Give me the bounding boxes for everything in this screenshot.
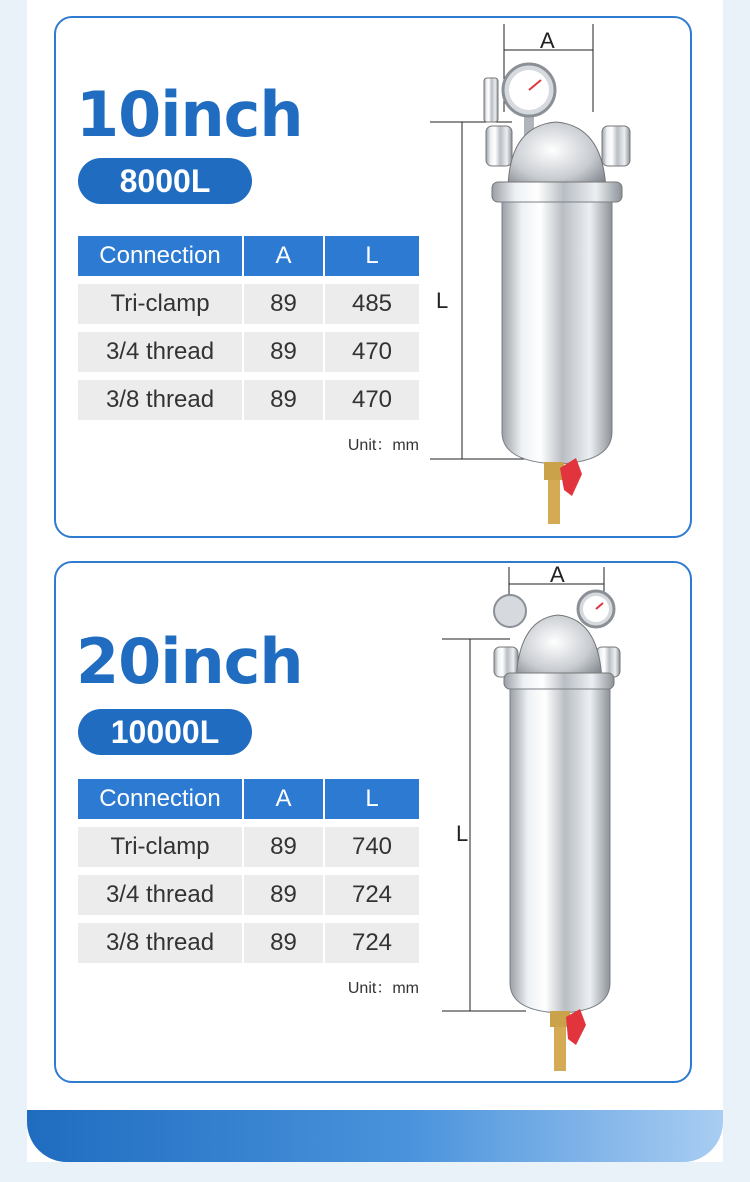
product-card-20inch xyxy=(54,561,692,1083)
table-cell: 485 xyxy=(325,284,419,324)
size-title: 20inch xyxy=(76,625,303,698)
column-header-l: L xyxy=(325,236,419,276)
filter-housing-diagram xyxy=(436,563,690,1079)
filter-housing-body xyxy=(502,202,612,464)
filter-housing-body xyxy=(510,689,610,1013)
table-cell: 724 xyxy=(325,923,419,963)
footer-gradient-bar xyxy=(27,1110,723,1162)
table-row xyxy=(78,380,419,420)
drain-valve xyxy=(548,480,560,524)
capacity-badge: 8000L xyxy=(78,158,252,204)
size-title: 10inch xyxy=(76,78,303,151)
drain-valve xyxy=(554,1027,566,1071)
table-cell: 3/4 thread xyxy=(78,332,242,372)
table-cell: 470 xyxy=(325,380,419,420)
table-row xyxy=(78,284,419,324)
column-header-connection: Connection xyxy=(78,779,242,819)
product-card-10inch xyxy=(54,16,692,538)
mounting-bracket xyxy=(484,78,498,122)
table-row xyxy=(78,923,419,963)
table-header-row xyxy=(78,236,419,276)
table-cell: 89 xyxy=(244,284,323,324)
clamp-ring xyxy=(492,182,622,202)
spec-table xyxy=(78,779,419,971)
table-cell: 89 xyxy=(244,875,323,915)
column-header-l: L xyxy=(325,779,419,819)
table-row xyxy=(78,827,419,867)
table-cell: 740 xyxy=(325,827,419,867)
filter-housing-diagram xyxy=(426,22,690,532)
table-cell: 89 xyxy=(244,827,323,867)
dimension-l-label: L xyxy=(436,288,449,313)
table-cell: Tri-clamp xyxy=(78,284,242,324)
table-cell: 89 xyxy=(244,923,323,963)
clamp-ring xyxy=(504,673,614,689)
unit-label: Unit：mm xyxy=(347,980,419,997)
table-row xyxy=(78,875,419,915)
column-header-a: A xyxy=(244,236,323,276)
spec-table xyxy=(78,236,419,428)
table-cell: 89 xyxy=(244,380,323,420)
dimension-a-label: A xyxy=(550,563,565,587)
outlet-port xyxy=(602,126,630,166)
table-cell: 724 xyxy=(325,875,419,915)
capacity-badge: 10000L xyxy=(78,709,252,755)
table-cell: 3/4 thread xyxy=(78,875,242,915)
dimension-l-label: L xyxy=(456,821,469,846)
column-header-a: A xyxy=(244,779,323,819)
table-row xyxy=(78,332,419,372)
dimension-a-label: A xyxy=(540,28,555,53)
unit-label: Unit：mm xyxy=(347,437,419,454)
vent-fitting-icon xyxy=(494,595,526,627)
table-cell: 3/8 thread xyxy=(78,380,242,420)
table-cell: 3/8 thread xyxy=(78,923,242,963)
table-cell: Tri-clamp xyxy=(78,827,242,867)
column-header-connection: Connection xyxy=(78,236,242,276)
table-cell: 89 xyxy=(244,332,323,372)
table-header-row xyxy=(78,779,419,819)
inlet-port xyxy=(486,126,512,166)
table-cell: 470 xyxy=(325,332,419,372)
